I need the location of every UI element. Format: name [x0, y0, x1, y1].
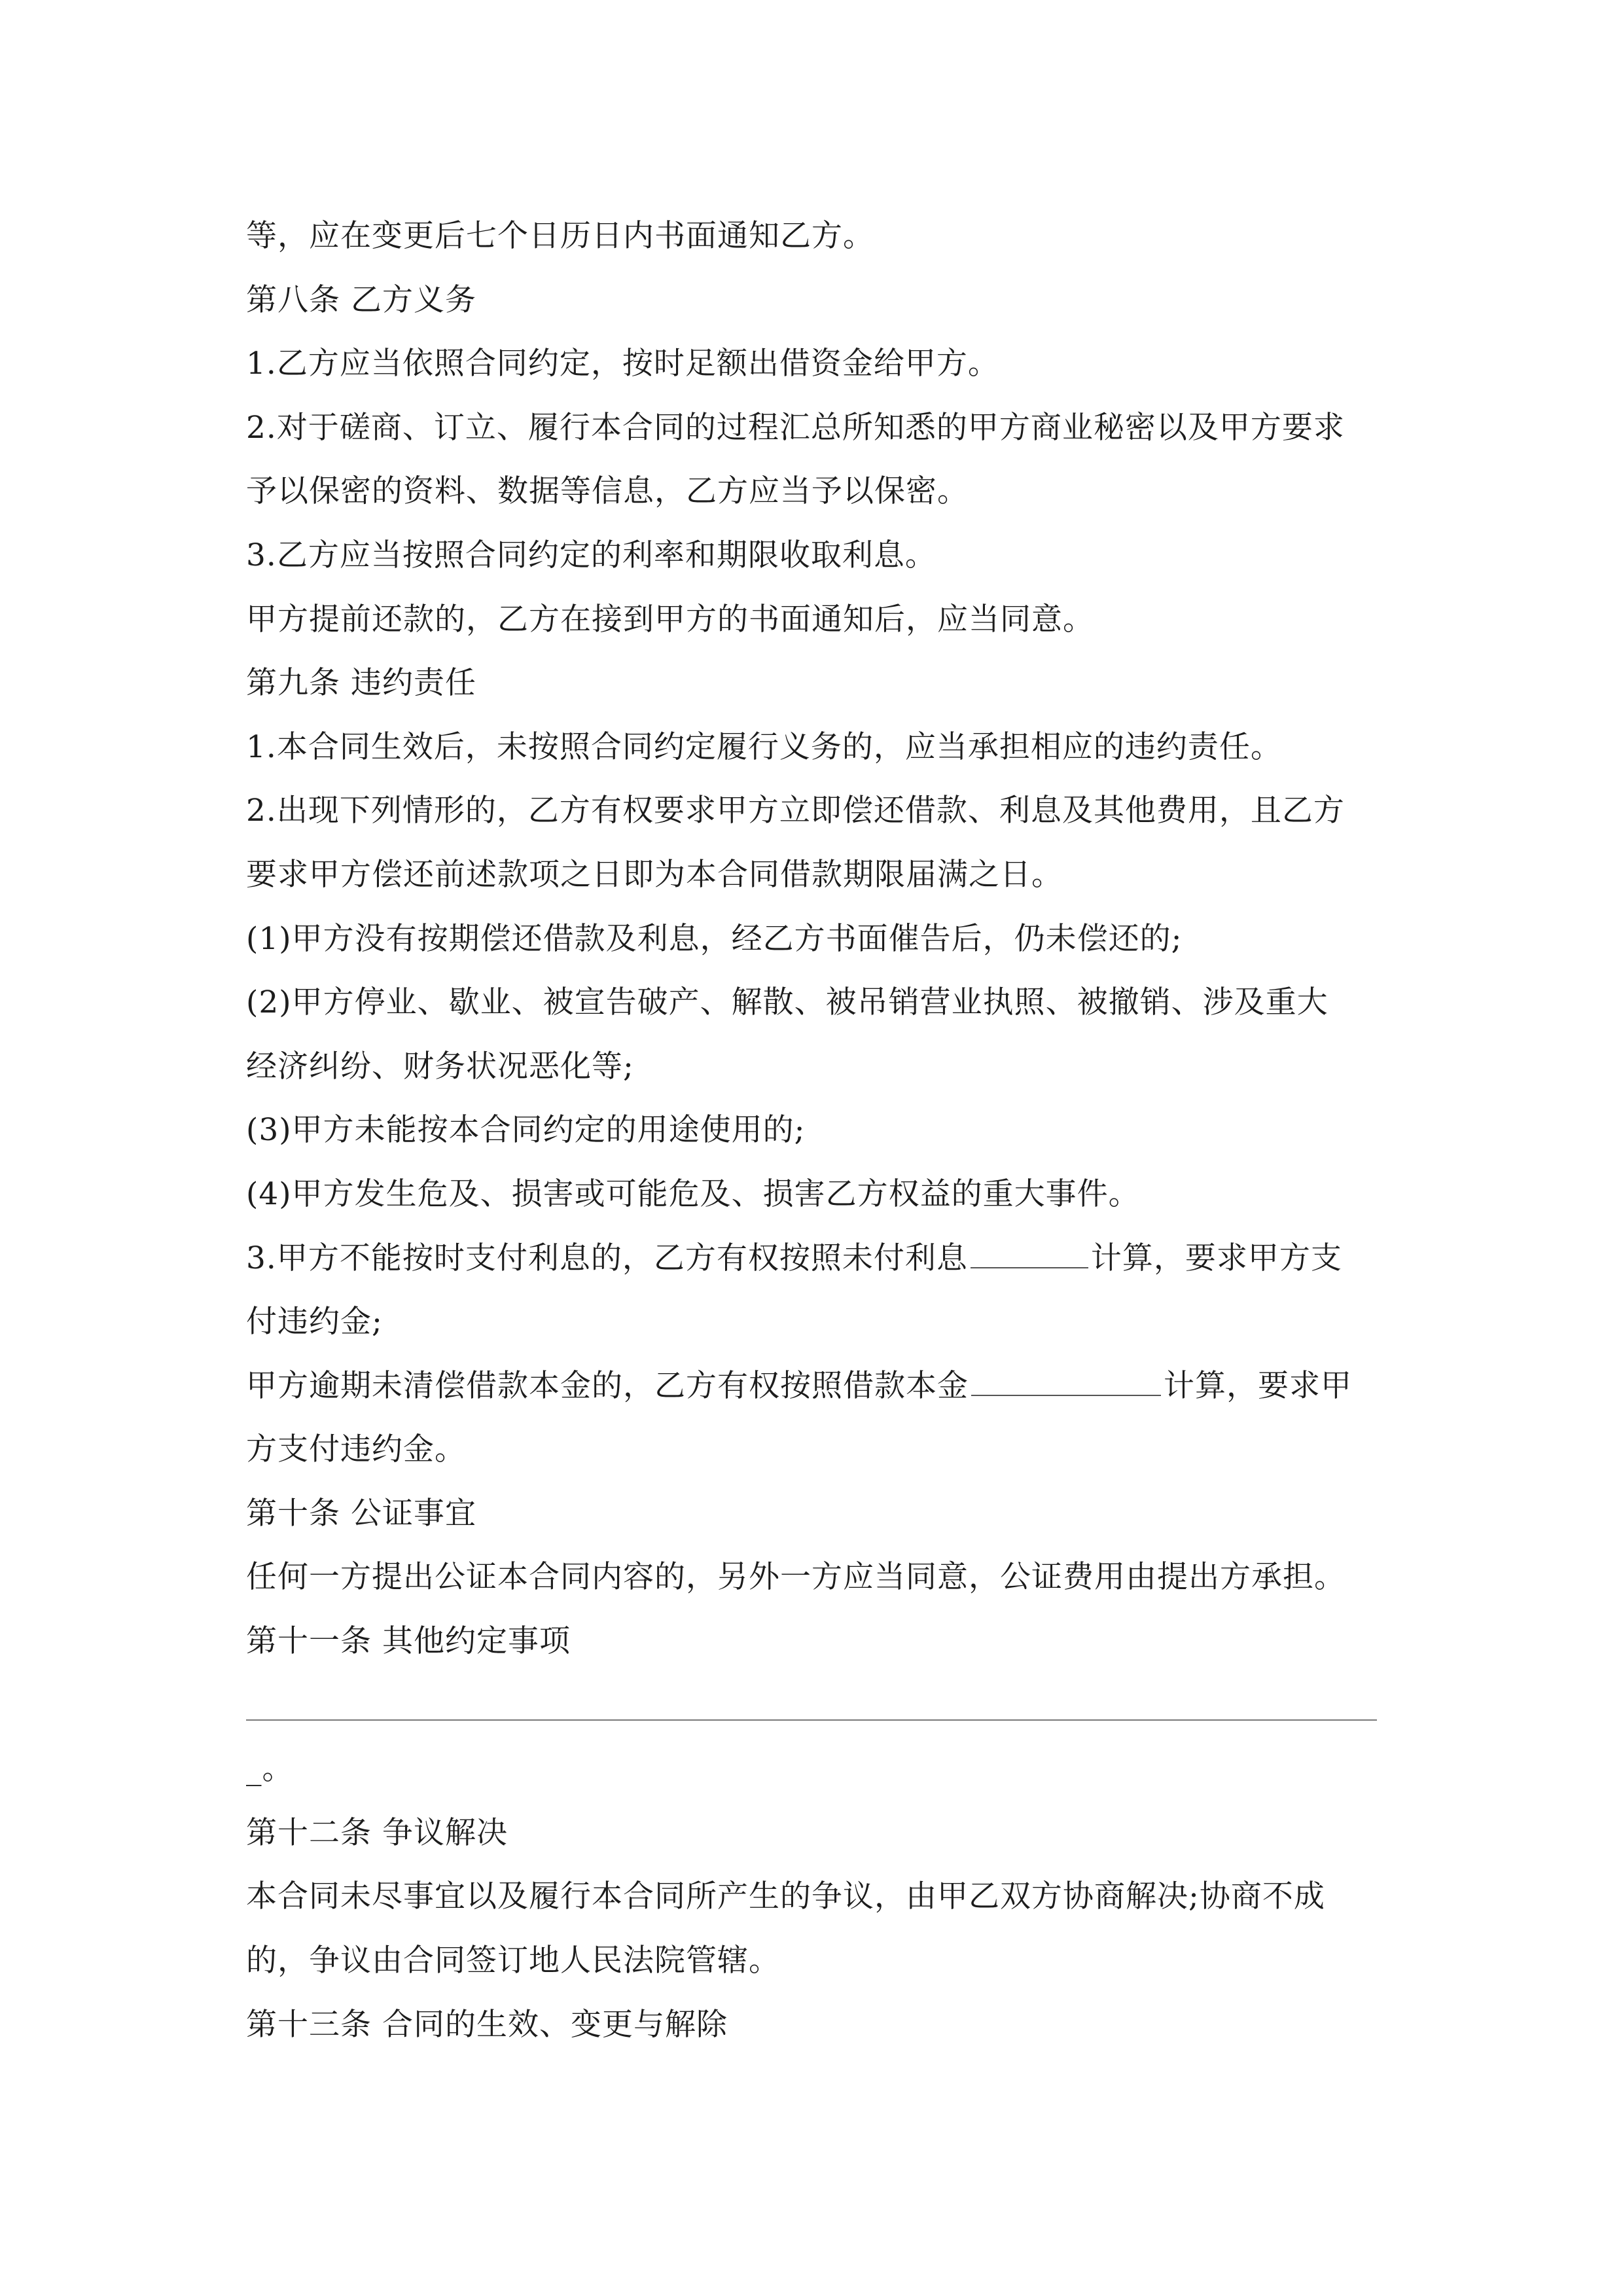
paragraph-line: 予以保密的资料、数据等信息，乙方应当予以保密。 [246, 473, 969, 510]
paragraph-line: 要求甲方偿还前述款项之日即为本合同借款期限届满之日。 [246, 856, 1063, 893]
article-13-heading: 第十三条 合同的生效、变更与解除 [246, 2006, 728, 2043]
paragraph-line: 的，争议由合同签订地人民法院管辖。 [246, 1943, 780, 1979]
fill-in-blank-late-interest[interactable] [971, 1241, 1088, 1268]
text-segment: 计算，要求甲 [1164, 1367, 1352, 1404]
contract-text [246, 204, 1385, 2056]
fill-in-line-other-terms[interactable] [246, 1674, 1385, 1738]
paragraph-line: 甲方提前还款的，乙方在接到甲方的书面通知后，应当同意。 [246, 601, 1094, 637]
paragraph-line: 付违约金; [246, 1304, 383, 1340]
text-segment: 计算，要求甲方支 [1090, 1240, 1342, 1276]
fill-in-blank-overdue-principal[interactable] [971, 1369, 1161, 1396]
paragraph-line: 1.乙方应当依照合同约定，按时足额出借资金给甲方。 [246, 346, 999, 382]
list-item: (3)甲方未能按本合同约定的用途使用的; [246, 1112, 806, 1149]
paragraph-line: 等，应在变更后七个日历日内书面通知乙方。 [246, 218, 874, 254]
paragraph-line: 1.本合同生效后，未按照合同约定履行义务的，应当承担相应的违约责任。 [246, 728, 1282, 765]
article-10-heading: 第十条 公证事宜 [246, 1495, 476, 1532]
paragraph-line: _。 [246, 1751, 294, 1787]
article-9-heading: 第九条 违约责任 [246, 665, 476, 702]
paragraph-line [246, 1354, 1385, 1418]
article-11-heading: 第十一条 其他约定事项 [246, 1623, 571, 1660]
article-8-heading: 第八条 乙方义务 [246, 281, 476, 318]
text-segment: 甲方逾期未清偿借款本金的，乙方有权按照借款本金 [246, 1367, 969, 1404]
paragraph-line: 方支付违约金。 [246, 1431, 466, 1468]
text-segment: 3.甲方不能按时支付利息的，乙方有权按照未付利息 [246, 1240, 968, 1276]
paragraph-line: 3.乙方应当按照合同约定的利率和期限收取利息。 [246, 537, 936, 573]
paragraph-line: 经济纠纷、财务状况恶化等; [246, 1048, 634, 1085]
paragraph-line [246, 1227, 1385, 1291]
paragraph-line: 2.对于磋商、订立、履行本合同的过程汇总所知悉的甲方商业秘密以及甲方要求 [246, 409, 1345, 446]
list-item: (4)甲方发生危及、损害或可能危及、损害乙方权益的重大事件。 [246, 1175, 1140, 1212]
paragraph-line: 任何一方提出公证本合同内容的，另外一方应当同意，公证费用由提出方承担。 [246, 1559, 1346, 1596]
paragraph-line: 2.出现下列情形的，乙方有权要求甲方立即偿还借款、利息及其他费用，且乙方 [246, 793, 1345, 829]
paragraph-line: 本合同未尽事宜以及履行本合同所产生的争议，由甲乙双方协商解决;协商不成 [246, 1878, 1325, 1915]
list-item: (1)甲方没有按期偿还借款及利息，经乙方书面催告后，仍未偿还的; [246, 920, 1183, 957]
horizontal-rule [246, 1719, 1377, 1721]
article-12-heading: 第十二条 争议解决 [246, 1814, 508, 1851]
list-item: (2)甲方停业、歇业、被宣告破产、解散、被吊销营业执照、被撤销、涉及重大 [246, 984, 1329, 1021]
